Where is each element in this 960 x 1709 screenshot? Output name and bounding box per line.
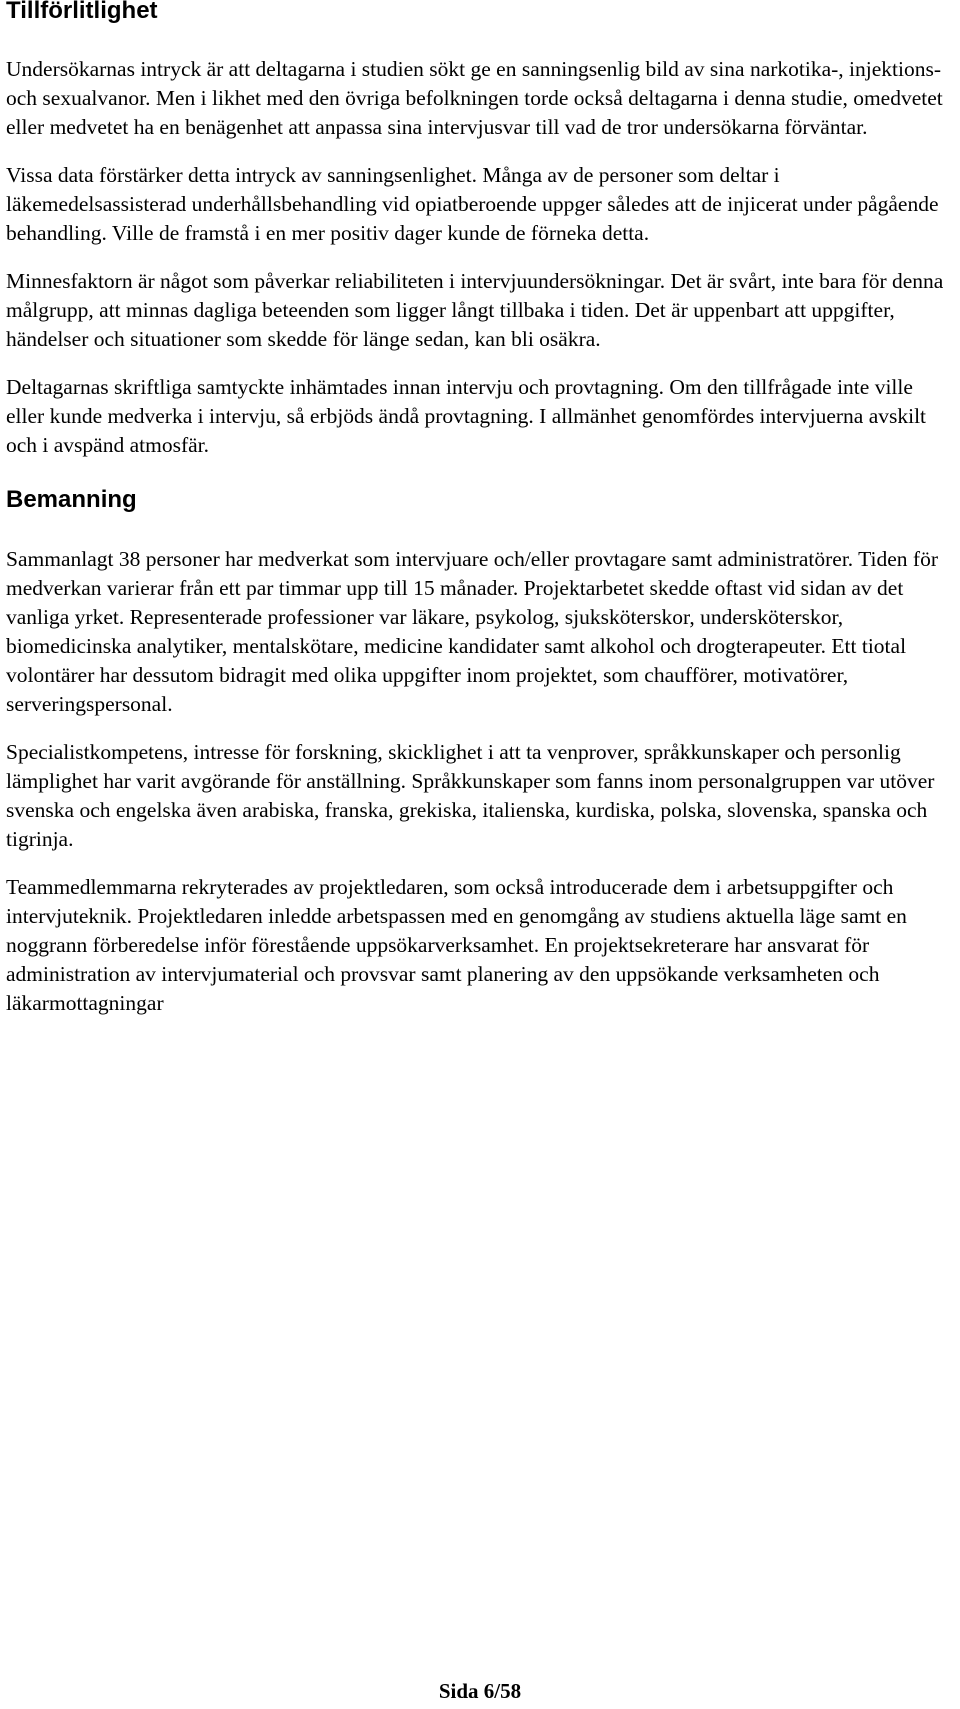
paragraph: Undersökarnas intryck är att deltagarna i studien sökt ge en sanningsenlig bild av sina narkotika-, injektions- och sexualvanor. Men i likhet med den övriga befolkningen torde också deltagarna i denna studie, omedvetet eller medvetet ha en benägenhet att anpassa sina intervjusvar till vad de tror undersökarna förväntar. — [6, 57, 943, 139]
paragraph: Sammanlagt 38 personer har medverkat som intervjuare och/eller provtagare samt administratörer. Tiden för medverkan varierar från ett par timmar upp till 15 månader. Projektarbetet skedde oftast vid sidan av det vanliga yrket. Representerade professioner var läkare, psykolog, sjuksköterskor, undersköterskor, biomedicinska analytiker, mentalskötare, medicine kandidater samt alkohol och drogterapeuter. Ett tiotal volontärer har dessutom bidragit med olika uppgifter inom projektet, som chaufförer, motivatörer, serveringspersonal. — [6, 547, 938, 716]
section-heading-tillforlitlighet: Tillförlitlighet — [6, 0, 158, 24]
section-heading-bemanning: Bemanning — [6, 486, 137, 513]
page-number: Sida 6/58 — [438, 1679, 522, 1703]
paragraph: Teammedlemmarna rekryterades av projektledaren, som också introducerade dem i arbetsuppgifter och intervjuteknik. Projektledaren inledde arbetspassen med en genomgång av studiens aktuella läge samt en noggrann förberedelse inför förestående uppsökarverksamhet. En projektsekreterare har ansvarat för administration av intervjumaterial och provsvar samt planering av den uppsökande verksamheten och läkarmottagningar — [6, 875, 907, 1015]
paragraph: Minnesfaktorn är något som påverkar reliabiliteten i intervjuundersökningar. Det är svårt, inte bara för denna målgrupp, att minnas dagliga beteenden som ligger långt tillbaka i tiden. Det är uppenbart att uppgifter, händelser och situationer som skedde för länge sedan, kan bli osäkra. — [6, 269, 944, 351]
paragraph: Vissa data förstärker detta intryck av sanningsenlighet. Många av de personer som deltar i läkemedelsassisterad underhållsbehandling vid opiatberoende uppger således att de injicerat under pågående behandling. Ville de framstå i en mer positiv dager kunde de förneka detta. — [6, 163, 939, 245]
paragraph: Specialistkompetens, intresse för forskning, skicklighet i att ta venprover, språkkunskaper och personlig lämplighet har varit avgörande för anställning. Språkkunskaper som fanns inom personalgruppen var utöver svenska och engelska även arabiska, franska, grekiska, italienska, kurdiska, polska, slovenska, spanska och tigrinja. — [6, 740, 935, 851]
paragraph: Deltagarnas skriftliga samtyckte inhämtades innan intervju och provtagning. Om den tillfrågade inte ville eller kunde medverka i intervju, så erbjöds ändå provtagning. I allmänhet genomfördes intervjuerna avskilt och i avspänd atmosfär. — [6, 375, 927, 457]
document-page — [6, 0, 954, 1018]
